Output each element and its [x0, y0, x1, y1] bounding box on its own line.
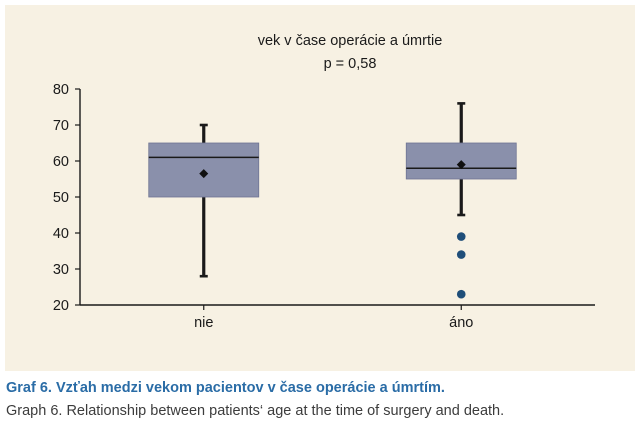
- caption-subtitle: Graph 6. Relationship between patients‘ age at the time of surgery and death.: [6, 403, 505, 419]
- y-tick-label: 60: [52, 154, 69, 170]
- x-tick-label: áno: [449, 315, 474, 331]
- outlier-point: [457, 250, 466, 259]
- outlier-point: [457, 232, 466, 241]
- y-tick-label: 30: [52, 262, 69, 278]
- outlier-point: [457, 290, 466, 299]
- x-tick-label: nie: [194, 315, 214, 331]
- chart-title: vek v čase operácie a úmrtie: [257, 33, 443, 49]
- chart-panel: [5, 5, 635, 371]
- y-tick-label: 20: [52, 298, 69, 314]
- y-tick-label: 80: [52, 82, 69, 98]
- box-nie: [149, 125, 259, 276]
- y-tick-label: 70: [52, 118, 69, 134]
- axes: [53, 82, 595, 331]
- chart-subtitle: p = 0,58: [323, 56, 377, 72]
- box-plot: [5, 5, 635, 371]
- caption-title: Graf 6. Vzťah medzi vekom pacientov v čase operácie a úmrtím.: [6, 380, 445, 396]
- y-tick-label: 40: [52, 226, 69, 242]
- box-áno: [406, 103, 516, 298]
- boxes-group: [149, 103, 517, 298]
- y-tick-label: 50: [52, 190, 69, 206]
